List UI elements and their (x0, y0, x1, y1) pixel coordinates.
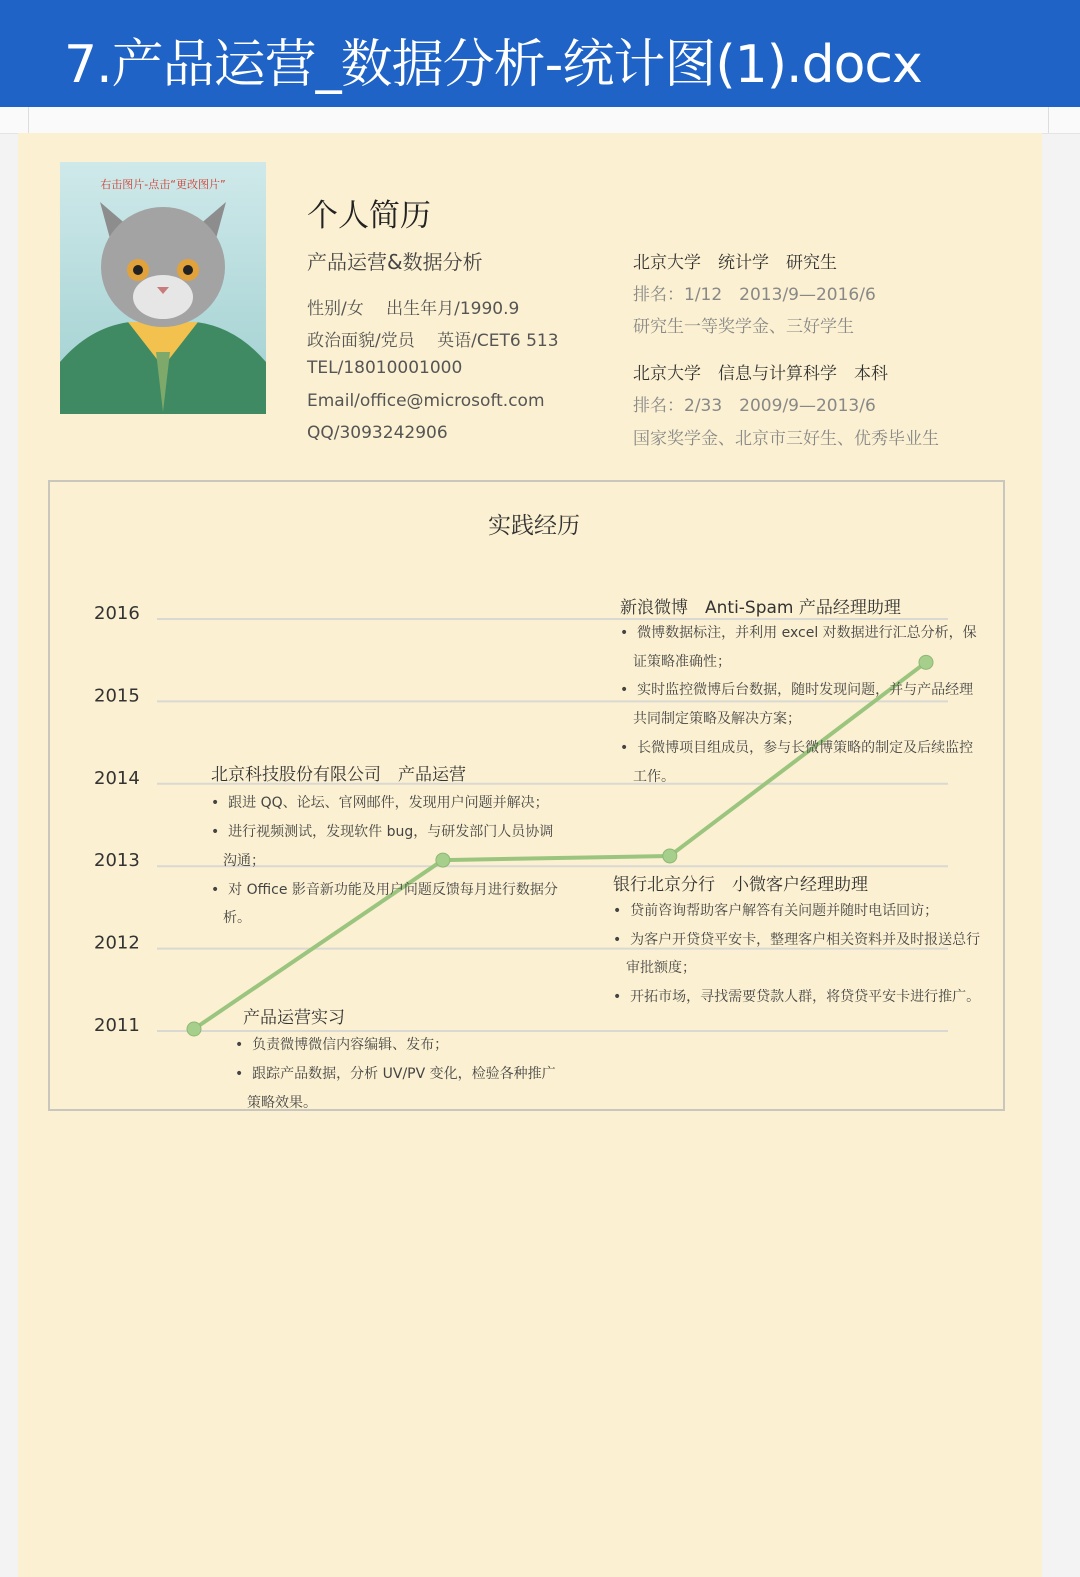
y-tick-label-2014: 2014 (94, 767, 140, 789)
job-weibo-bullet-3-line-2: 工作。 (633, 769, 675, 785)
job-tech-bullet-3: • 对 Office 影音新功能及用户问题反馈每月进行数据分 (211, 882, 558, 898)
job-intern-bullet-2: • 跟踪产品数据，分析 UV/PV 变化，检验各种推广 (235, 1066, 556, 1082)
job-intern-bullet-1-line-1: 负责微博微信内容编辑、发布； (252, 1037, 449, 1053)
y-tick-label-2015: 2015 (94, 685, 140, 707)
edu-1-heading: 北京大学 统计学 研究生 (633, 253, 837, 273)
timeline-point-1 (187, 1022, 201, 1036)
info-qq: QQ/3093242906 (307, 423, 448, 443)
job-tech-bullet-3-line-2: 析。 (223, 910, 251, 926)
job-tech-bullet-1-line-1: 跟进 QQ、论坛、官网邮件，发现用户问题并解决； (228, 795, 549, 811)
job-weibo-bullet-3-line-1: 长微博项目组成员，参与长微博策略的制定及后续监控 (637, 740, 974, 756)
job-intern-heading: 产品运营实习 (243, 1008, 345, 1028)
timeline-point-2 (436, 853, 450, 867)
job-tech-heading: 北京科技股份有限公司 产品运营 (211, 765, 466, 785)
job-weibo-bullet-3: • 长微博项目组成员，参与长微博策略的制定及后续监控 (620, 740, 974, 756)
job-bank-bullet-2-line-1: 为客户开贷贷平安卡，整理客户相关资料并及时报送总行 (630, 932, 981, 948)
y-tick-label-2012: 2012 (94, 932, 140, 954)
job-bank-heading: 银行北京分行 小微客户经理助理 (613, 875, 868, 895)
job-bank-bullet-1-line-1: 贷前咨询帮助客户解答有关问题并随时电话回访； (630, 903, 939, 919)
photo-hint: 右击图片-点击“更改图片” (100, 178, 226, 191)
job-weibo-bullet-1: • 微博数据标注，并利用 excel 对数据进行汇总分析，保 (620, 625, 977, 641)
resume-subtitle: 产品运营&数据分析 (307, 250, 483, 274)
job-weibo-bullet-2-line-2: 共同制定策略及解决方案； (633, 711, 801, 727)
job-weibo-bullet-1-line-2: 证策略准确性； (633, 654, 731, 670)
y-tick-label-2011: 2011 (94, 1015, 140, 1036)
document-title: 7.产品运营_数据分析-统计图(1).docx (64, 35, 922, 95)
practice-section-title: 实践经历 (488, 513, 580, 539)
info-gender-birth: 性别/女 出生年月/1990.9 (307, 299, 520, 319)
resume-title: 个人简历 (307, 198, 431, 234)
info-politics-english: 政治面貌/党员 英语/CET6 513 (307, 331, 559, 351)
job-bank-bullet-2: • 为客户开贷贷平安卡，整理客户相关资料并及时报送总行 (613, 932, 981, 948)
job-weibo-heading: 新浪微博 Anti-Spam 产品经理助理 (620, 598, 901, 618)
y-tick-label-2016: 2016 (94, 603, 140, 624)
job-weibo-bullet-2: • 实时监控微博后台数据，随时发现问题，并与产品经理 (620, 682, 974, 698)
timeline-line (194, 662, 926, 1029)
y-tick-label-2013: 2013 (94, 850, 140, 872)
info-tel: TEL/18010001000 (307, 358, 463, 378)
edu-1-honors: 研究生一等奖学金、三好学生 (633, 317, 854, 337)
job-weibo-bullet-1-line-1: 微博数据标注，并利用 excel 对数据进行汇总分析，保 (637, 625, 977, 641)
info-email: Email/office@microsoft.com (307, 391, 545, 411)
edu-2-heading: 北京大学 信息与计算科学 本科 (633, 364, 888, 384)
job-tech-bullet-2-line-2: 沟通； (223, 853, 265, 869)
job-bank-bullet-3-line-1: 开拓市场，寻找需要贷款人群，将贷贷平安卡进行推广。 (630, 989, 981, 1005)
job-intern-bullet-1: • 负责微博微信内容编辑、发布； (235, 1037, 449, 1053)
edu-2-rank: 排名：2/33 2009/9—2013/6 (633, 396, 876, 416)
job-tech-bullet-2-line-1: 进行视频测试，发现软件 bug，与研发部门人员协调 (228, 824, 554, 840)
job-weibo-bullet-2-line-1: 实时监控微博后台数据，随时发现问题，并与产品经理 (637, 682, 974, 698)
job-bank-bullet-1: • 贷前咨询帮助客户解答有关问题并随时电话回访； (613, 903, 939, 919)
job-bank-bullet-3: • 开拓市场，寻找需要贷款人群，将贷贷平安卡进行推广。 (613, 989, 981, 1005)
job-bank-bullet-2-line-2: 审批额度； (626, 960, 696, 976)
edu-2-honors: 国家奖学金、北京市三好生、优秀毕业生 (633, 429, 939, 449)
timeline-point-3 (663, 849, 677, 863)
job-intern-bullet-2-line-2: 策略效果。 (247, 1095, 317, 1111)
job-tech-bullet-2: • 进行视频测试，发现软件 bug，与研发部门人员协调 (211, 824, 554, 840)
job-tech-bullet-1: • 跟进 QQ、论坛、官网邮件，发现用户问题并解决； (211, 795, 549, 811)
timeline-point-4 (919, 655, 933, 669)
job-tech-bullet-3-line-1: 对 Office 影音新功能及用户问题反馈每月进行数据分 (228, 882, 558, 898)
edu-1-rank: 排名：1/12 2013/9—2016/6 (633, 285, 876, 305)
job-intern-bullet-2-line-1: 跟踪产品数据，分析 UV/PV 变化，检验各种推广 (252, 1066, 556, 1082)
